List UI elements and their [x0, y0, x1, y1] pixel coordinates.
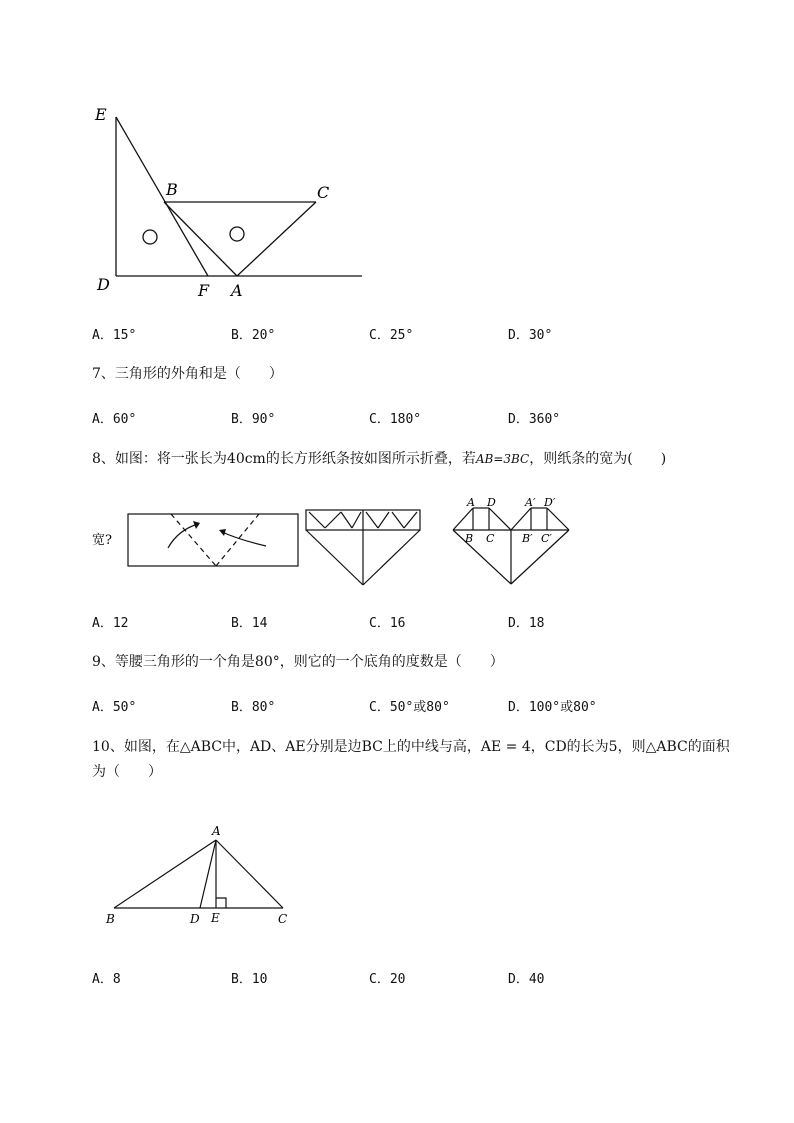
q10-question-line1: 10、如图，在△ABC中，AD、AE分别是边BC上的中线与高，AE = 4，CD的长为5，则△ABC的面积: [92, 739, 730, 755]
q10-label-D: D: [190, 912, 200, 926]
q9-option-a[interactable]: A．50°: [92, 700, 137, 715]
q7-option-b[interactable]: B．90°: [231, 412, 276, 427]
q10-option-a[interactable]: A．8: [92, 972, 121, 987]
q8-option-a[interactable]: A．12: [92, 616, 129, 631]
q8-label-B2: B′: [522, 532, 533, 545]
q10-option-b[interactable]: B．10: [231, 972, 268, 987]
q9-option-d[interactable]: D．100°或80°: [508, 700, 597, 715]
q8-option-d[interactable]: D．18: [508, 616, 545, 631]
q8-label-B: B: [465, 532, 474, 545]
q6-option-c[interactable]: C．25°: [369, 328, 414, 343]
q10-question-line2: 为（ ）: [92, 764, 162, 780]
q7-question: 7、三角形的外角和是（ ）: [92, 366, 283, 382]
q6-label-D: D: [97, 275, 110, 294]
q10-option-d[interactable]: D．40: [508, 972, 545, 987]
q8-width-label: 宽?: [92, 533, 112, 548]
q8-label-C2: C′: [541, 532, 552, 545]
q8-label-C: C: [486, 532, 495, 545]
q10-median-AD: [200, 840, 216, 908]
q8-option-c[interactable]: C．16: [369, 616, 406, 631]
q10-label-A: A: [212, 824, 221, 838]
q9-question: 9、等腰三角形的一个角是80°，则它的一个底角的度数是（ ）: [92, 654, 504, 670]
q7-option-c[interactable]: C．180°: [369, 412, 422, 427]
q8-label-D2: D′: [544, 496, 556, 509]
q10-label-B: B: [106, 912, 115, 926]
q6-label-B: B: [166, 180, 178, 199]
q8-label-A: A: [467, 496, 475, 509]
q6-label-A: A: [231, 281, 243, 300]
q8-text-pre: 8、如图：将一张长为40cm的长方形纸条按如图所示折叠，若: [92, 451, 476, 467]
q10-label-E: E: [211, 911, 220, 925]
q8-option-b[interactable]: B．14: [231, 616, 268, 631]
q6-label-E: E: [95, 105, 107, 124]
q8-label-A2: A′: [525, 496, 536, 509]
q9-option-c[interactable]: C．50°或80°: [369, 700, 450, 715]
q10-option-c[interactable]: C．20: [369, 972, 406, 987]
q6-label-C: C: [317, 183, 330, 202]
q10-right-angle-mark: [216, 898, 226, 908]
q10-label-C: C: [278, 912, 288, 926]
q6-label-F: F: [198, 281, 210, 300]
q7-option-a[interactable]: A．60°: [92, 412, 137, 427]
q8-label-D: D: [487, 496, 496, 509]
q7-option-d[interactable]: D．360°: [508, 412, 561, 427]
q6-option-b[interactable]: B．20°: [231, 328, 276, 343]
q6-option-d[interactable]: D．30°: [508, 328, 553, 343]
q8-text-post: ，则纸条的宽为( ): [529, 451, 667, 467]
q10-options: [92, 968, 652, 988]
q8-text-math: AB=3BC: [475, 452, 530, 466]
q6-option-a[interactable]: A．15°: [92, 328, 137, 343]
q10-side-AB: [114, 840, 216, 908]
q9-option-b[interactable]: B．80°: [231, 700, 276, 715]
